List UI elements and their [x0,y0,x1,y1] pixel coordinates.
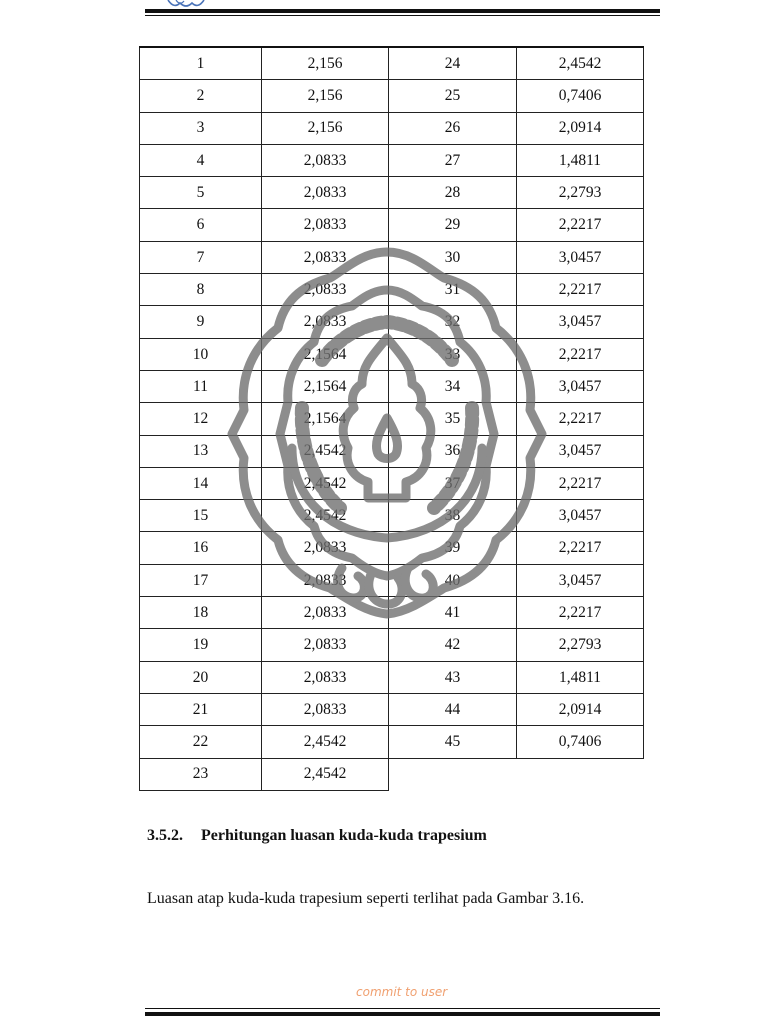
value-cell: 2,0833 [262,274,389,306]
table-row [389,726,644,758]
row-number-cell: 40 [389,564,517,596]
row-number-cell: 13 [140,435,262,467]
value-cell: 2,2217 [517,274,644,306]
value-cell: 2,0833 [262,241,389,273]
value-cell: 3,0457 [517,564,644,596]
row-number-cell: 25 [389,80,517,112]
row-number-cell: 22 [140,726,262,758]
value-cell: 2,0914 [517,693,644,725]
header-rule-thick [145,9,660,13]
table-row [140,241,389,273]
row-number-cell: 18 [140,597,262,629]
footer-rule-thin [145,1008,660,1009]
row-number-cell: 9 [140,306,262,338]
table-row [140,306,389,338]
table-row [140,758,389,790]
value-cell: 2,4542 [262,467,389,499]
value-cell: 2,4542 [262,726,389,758]
value-cell: 3,0457 [517,241,644,273]
value-cell: 2,2217 [517,403,644,435]
value-cell: 2,2217 [517,532,644,564]
table-row [140,370,389,402]
table-row [140,467,389,499]
row-number-cell: 19 [140,629,262,661]
table-row [389,177,644,209]
row-number-cell: 43 [389,661,517,693]
row-number-cell: 20 [140,661,262,693]
value-cell: 2,4542 [262,435,389,467]
value-cell: 2,0833 [262,144,389,176]
row-number-cell: 28 [389,177,517,209]
row-number-cell: 45 [389,726,517,758]
row-number-cell: 44 [389,693,517,725]
value-cell: 2,156 [262,80,389,112]
table-row [140,338,389,370]
value-cell: 2,2217 [517,467,644,499]
value-cell: 2,1564 [262,370,389,402]
value-cell: 2,2217 [517,338,644,370]
table-row [389,403,644,435]
value-cell: 2,0833 [262,306,389,338]
table-row [140,661,389,693]
row-number-cell: 26 [389,112,517,144]
value-cell: 3,0457 [517,435,644,467]
table-row [140,209,389,241]
table-row [389,338,644,370]
row-number-cell: 39 [389,532,517,564]
table-row [140,80,389,112]
value-cell: 2,0833 [262,177,389,209]
table-row [389,500,644,532]
value-cell: 2,2793 [517,177,644,209]
value-cell: 0,7406 [517,726,644,758]
row-number-cell: 1 [140,47,262,80]
value-cell: 2,156 [262,47,389,80]
row-number-cell: 10 [140,338,262,370]
row-number-cell: 36 [389,435,517,467]
table-row [389,144,644,176]
table-row [389,435,644,467]
table-row [140,597,389,629]
table-row [140,144,389,176]
value-cell: 0,7406 [517,80,644,112]
row-number-cell: 17 [140,564,262,596]
row-number-cell: 24 [389,47,517,80]
section-number: 3.5.2. [147,827,183,844]
row-number-cell: 23 [140,758,262,790]
table-row [140,500,389,532]
value-cell: 2,2217 [517,597,644,629]
table-row [140,112,389,144]
data-table-right [388,46,644,759]
row-number-cell: 15 [140,500,262,532]
body-paragraph: Luasan atap kuda-kuda trapesium seperti terlihat pada Gambar 3.16. [147,890,585,907]
value-cell: 1,4811 [517,661,644,693]
section-title: Perhitungan luasan kuda-kuda trapesium [201,827,487,844]
row-number-cell: 8 [140,274,262,306]
row-number-cell: 2 [140,80,262,112]
table-row [389,597,644,629]
table-row [389,112,644,144]
row-number-cell: 34 [389,370,517,402]
value-cell: 2,2217 [517,209,644,241]
table-row [389,693,644,725]
row-number-cell: 21 [140,693,262,725]
value-cell: 2,0833 [262,564,389,596]
row-number-cell: 3 [140,112,262,144]
table-row [389,370,644,402]
row-number-cell: 16 [140,532,262,564]
table-row [140,629,389,661]
table-row [140,403,389,435]
table-row [389,467,644,499]
row-number-cell: 33 [389,338,517,370]
row-number-cell: 4 [140,144,262,176]
footer-watermark-text: commit to user [356,985,448,999]
row-number-cell: 37 [389,467,517,499]
table-row [389,532,644,564]
value-cell: 2,1564 [262,403,389,435]
value-cell: 2,2793 [517,629,644,661]
value-cell: 3,0457 [517,370,644,402]
table-row [389,306,644,338]
value-cell: 2,0833 [262,661,389,693]
section-heading [147,827,487,845]
value-cell: 3,0457 [517,306,644,338]
value-cell: 2,0833 [262,597,389,629]
value-cell: 2,156 [262,112,389,144]
table-row [389,661,644,693]
row-number-cell: 32 [389,306,517,338]
table-row [140,274,389,306]
header-rule-thin [145,15,660,16]
value-cell: 2,4542 [262,758,389,790]
value-cell: 2,1564 [262,338,389,370]
table-row [389,564,644,596]
table-row [389,47,644,80]
value-cell: 3,0457 [517,500,644,532]
row-number-cell: 5 [140,177,262,209]
row-number-cell: 29 [389,209,517,241]
table-row [389,241,644,273]
row-number-cell: 30 [389,241,517,273]
row-number-cell: 6 [140,209,262,241]
row-number-cell: 7 [140,241,262,273]
value-cell: 2,0833 [262,209,389,241]
value-cell: 2,0833 [262,532,389,564]
row-number-cell: 11 [140,370,262,402]
row-number-cell: 12 [140,403,262,435]
table-row [140,564,389,596]
value-cell: 2,4542 [517,47,644,80]
table-row [140,532,389,564]
row-number-cell: 42 [389,629,517,661]
data-table-left [139,46,389,791]
value-cell: 1,4811 [517,144,644,176]
table-row [389,209,644,241]
row-number-cell: 35 [389,403,517,435]
footer-rule-thick [145,1012,660,1016]
row-number-cell: 27 [389,144,517,176]
row-number-cell: 41 [389,597,517,629]
row-number-cell: 14 [140,467,262,499]
table-row [140,726,389,758]
table-row [140,435,389,467]
table-row [389,274,644,306]
table-row [140,693,389,725]
row-number-cell: 31 [389,274,517,306]
value-cell: 2,0833 [262,693,389,725]
table-row [140,177,389,209]
value-cell: 2,0833 [262,629,389,661]
row-number-cell: 38 [389,500,517,532]
table-row [389,80,644,112]
value-cell: 2,4542 [262,500,389,532]
table-row [140,47,389,80]
table-row [389,629,644,661]
value-cell: 2,0914 [517,112,644,144]
